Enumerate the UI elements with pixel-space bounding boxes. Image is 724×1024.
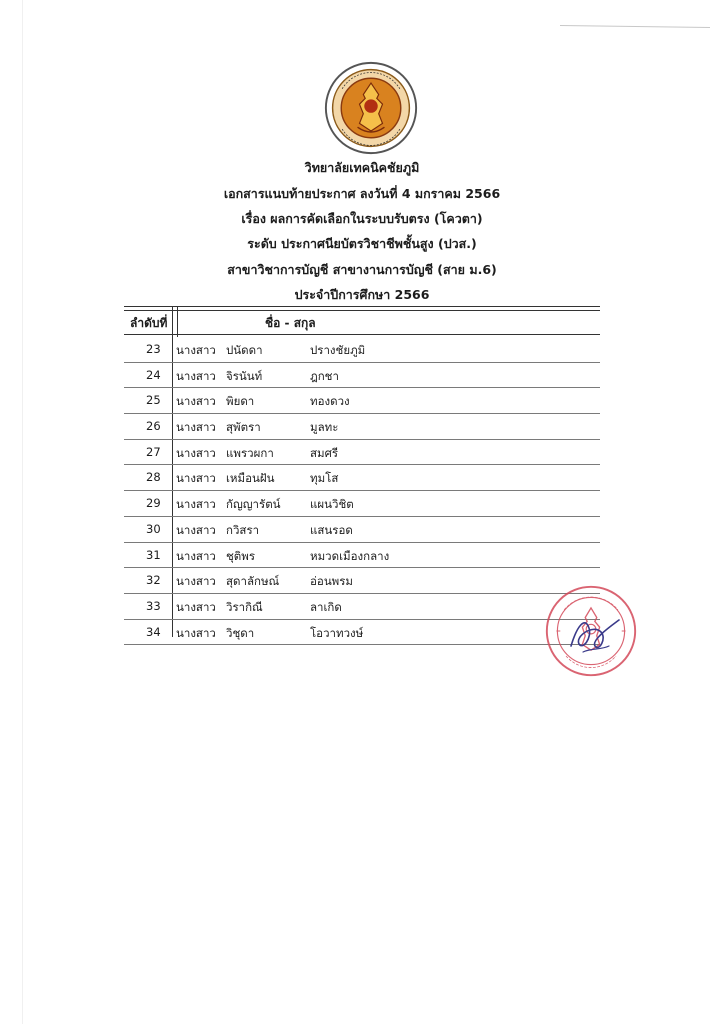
row-number: 30: [146, 521, 161, 536]
college-emblem-icon: [323, 60, 419, 156]
table-row: [124, 594, 600, 620]
row-last-name: อ่อนพรม: [310, 574, 354, 589]
table-row: [124, 543, 600, 569]
table-row: [124, 388, 600, 414]
row-last-name: สมศรี: [310, 445, 339, 460]
row-last-name: แสนรอด: [310, 522, 353, 537]
signature-icon: [565, 606, 625, 664]
row-last-name: แผนวิชิต: [310, 497, 354, 512]
row-number: 27: [146, 444, 161, 459]
row-first-name: วิรากิณี: [226, 599, 263, 614]
table-row: [124, 620, 600, 646]
table-row: [124, 517, 600, 543]
row-first-name: ชุติพร: [226, 548, 256, 563]
row-title: นางสาว: [176, 368, 216, 383]
table-row: [124, 568, 600, 594]
table-row: [124, 414, 600, 440]
row-number: 33: [146, 598, 161, 613]
academic-year-line: ประจำปีการศึกษา 2566: [294, 287, 430, 302]
row-number: 25: [146, 393, 161, 408]
row-title: นางสาว: [176, 548, 216, 563]
row-title: นางสาว: [176, 522, 216, 537]
table-rule: [124, 334, 600, 335]
program-line: สาขาวิชาการบัญชี สาขางานการบัญชี (สาย ม.6): [227, 262, 497, 277]
row-number: 23: [146, 342, 161, 356]
row-last-name: ทองดวง: [310, 394, 350, 409]
table-row: [124, 465, 600, 491]
row-last-name: ฎกชา: [310, 368, 339, 383]
table-row: [124, 440, 600, 466]
row-first-name: แพรวผกา: [226, 445, 274, 460]
row-title: นางสาว: [176, 599, 216, 614]
scan-edge: [22, 0, 23, 1024]
row-first-name: วิชุดา: [226, 625, 255, 640]
row-number: 32: [146, 573, 161, 588]
college-name: วิทยาลัยเทคนิคชัยภูมิ: [304, 160, 420, 175]
row-title: นางสาว: [176, 394, 216, 409]
row-last-name: หมวดเมืองกลาง: [310, 548, 390, 563]
row-title: นางสาว: [176, 420, 216, 435]
table-row: [124, 363, 600, 389]
row-last-name: ทุมโส: [310, 471, 339, 486]
row-number: 34: [146, 624, 161, 639]
row-first-name: เหมือนฝัน: [226, 471, 275, 486]
row-last-name: ปรางชัยภูมิ: [310, 343, 366, 357]
row-first-name: สุดาลักษณ์: [226, 574, 280, 589]
row-last-name: มูลทะ: [310, 420, 339, 435]
row-first-name: กัญญารัตน์: [226, 497, 281, 512]
row-last-name: ลาเกิด: [310, 599, 342, 614]
subject-line: เรื่อง ผลการคัดเลือกในระบบรับตรง (โควตา): [241, 211, 483, 226]
table-rule: [124, 306, 600, 307]
column-header-name: ชื่อ - สกุล: [265, 316, 316, 330]
row-first-name: กวิสรา: [226, 522, 260, 537]
row-first-name: ปนัดดา: [226, 343, 263, 357]
document-line: เอกสารแนบท้ายประกาศ ลงวันที่ 4 มกราคม 2566: [223, 186, 501, 201]
row-number: 24: [146, 367, 161, 382]
row-first-name: สุพัตรา: [226, 420, 261, 435]
row-title: นางสาว: [176, 471, 216, 486]
row-title: นางสาว: [176, 497, 216, 512]
row-number: 26: [146, 419, 161, 434]
level-line: ระดับ ประกาศนียบัตรวิชาชีพชั้นสูง (ปวส.): [247, 236, 477, 251]
row-title: นางสาว: [176, 574, 216, 589]
row-last-name: โอวาทวงษ์: [310, 625, 364, 640]
table-row: [124, 337, 600, 363]
table-divider: [177, 306, 178, 337]
row-number: 29: [146, 496, 161, 511]
row-first-name: พิยดา: [226, 394, 255, 409]
row-number: 28: [146, 470, 161, 485]
row-first-name: จิรนันท์: [226, 368, 263, 383]
row-title: นางสาว: [176, 445, 216, 460]
row-number: 31: [146, 547, 161, 562]
row-title: นางสาว: [176, 625, 216, 640]
column-header-number: ลำดับที่: [130, 316, 168, 330]
row-title: นางสาว: [176, 343, 216, 357]
name-list: [124, 337, 600, 645]
scan-edge: [560, 25, 710, 28]
table-rule: [124, 310, 600, 311]
table-row: [124, 491, 600, 517]
